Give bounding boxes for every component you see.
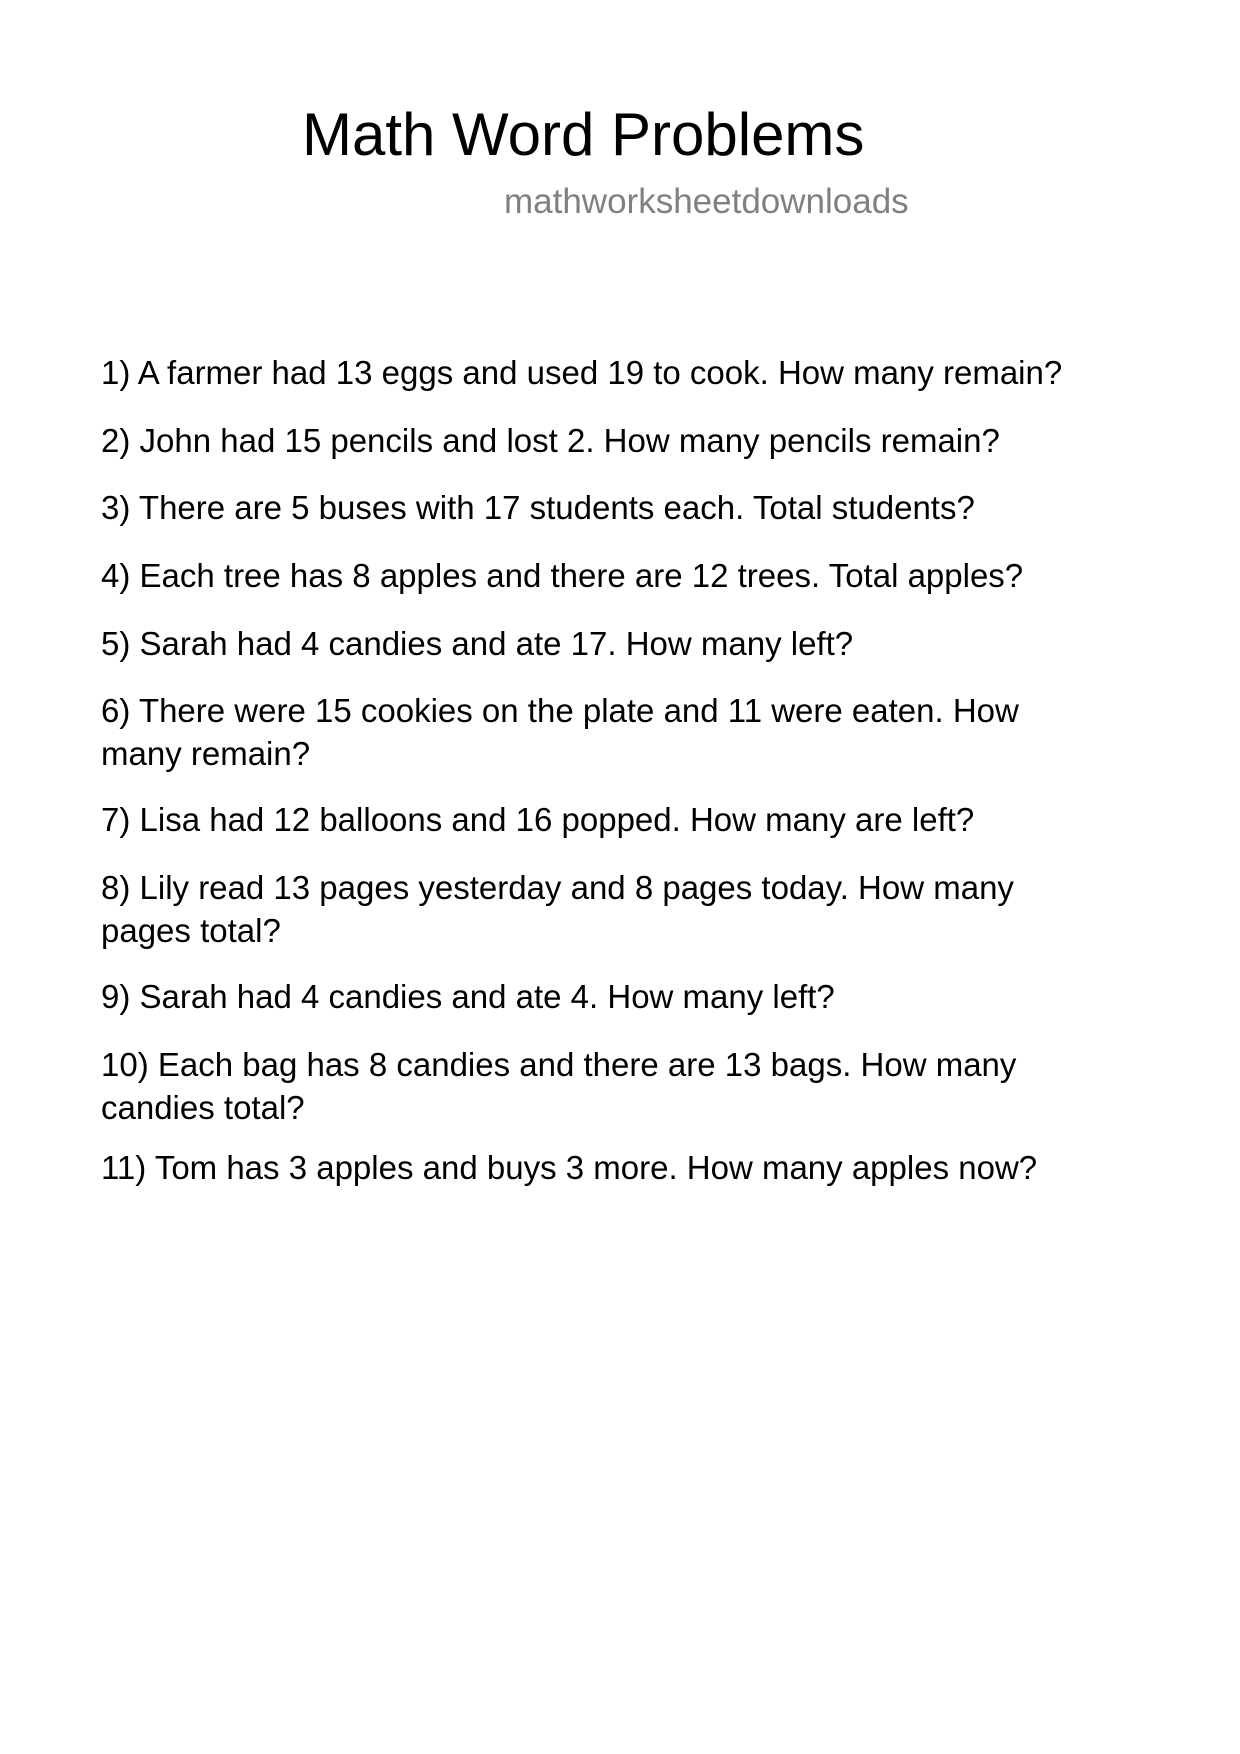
problem-10 xyxy=(101,1043,1016,1129)
problem-text: candies total? xyxy=(101,1089,305,1126)
problem-2 xyxy=(101,419,1000,462)
problem-5 xyxy=(101,622,853,665)
problem-text: 10) Each bag has 8 candies and there are 13 bags. How many xyxy=(101,1046,1017,1083)
problem-text: 9) Sarah had 4 candies and ate 4. How many left? xyxy=(101,978,835,1015)
problem-text: 7) Lisa had 12 balloons and 16 popped. How many are left? xyxy=(101,801,975,838)
problem-text: many remain? xyxy=(101,735,311,772)
problem-8 xyxy=(101,866,1014,952)
problem-text: 6) There were 15 cookies on the plate and 11 were eaten. How xyxy=(101,692,1019,729)
problem-3 xyxy=(101,486,975,529)
problem-9 xyxy=(101,975,835,1018)
problem-text: 3) There are 5 buses with 17 students each. Total students? xyxy=(101,489,975,526)
problem-text: 5) Sarah had 4 candies and ate 17. How many left? xyxy=(101,625,854,662)
problem-text: 2) John had 15 pencils and lost 2. How many pencils remain? xyxy=(101,422,1000,459)
problem-11 xyxy=(101,1146,1037,1189)
source-subtitle: mathworksheetdownloads xyxy=(504,182,909,221)
problem-text: 11) Tom has 3 apples and buys 3 more. How many apples now? xyxy=(101,1149,1038,1186)
problem-text: pages total? xyxy=(101,912,281,949)
problem-text: 8) Lily read 13 pages yesterday and 8 pages today. How many xyxy=(101,869,1014,906)
problem-4 xyxy=(101,554,1023,597)
problem-6 xyxy=(101,689,1019,775)
problem-7 xyxy=(101,798,974,841)
problem-text: 1) A farmer had 13 eggs and used 19 to cook. How many remain? xyxy=(101,354,1063,391)
page-title: Math Word Problems xyxy=(302,101,865,168)
problem-text: 4) Each tree has 8 apples and there are 12 trees. Total apples? xyxy=(101,557,1024,594)
problem-1 xyxy=(101,351,1062,394)
